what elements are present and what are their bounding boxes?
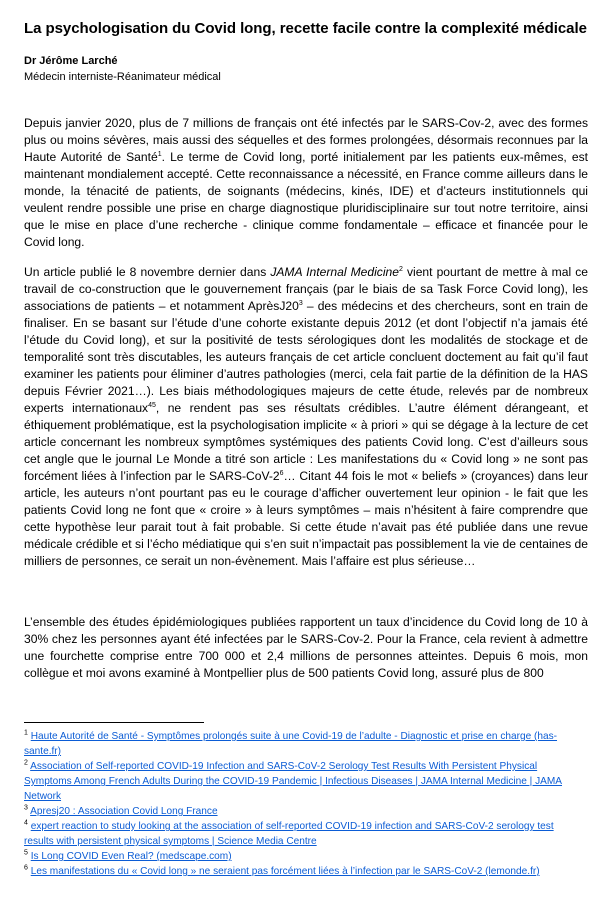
footnote-number: 6 — [24, 864, 28, 872]
paragraph — [24, 614, 588, 682]
footnote-number: 5 — [24, 849, 28, 857]
text-run: – des médecins et des chercheurs, sont en train de finaliser. En se basant sur l’étude d’une cohorte existante depuis 2012 (et dont l’objectif n’a jamais été l’étude du Covid long), et sur la positivité de tests sérologiques dont les modalités de stockage et de temporalité sont très discutables, les auteurs français de cet article concluent doctement au fait qu’il faut examiner les patients pour éliminer d’autres pathologies (merci, cela fait partie de la définition de la HAS depuis Février 2021…). Les biais méthodologiques majeurs de cette étude, relevés par de nombreux experts internationaux — [24, 299, 588, 415]
footnote-number: 4 — [24, 819, 28, 827]
footnote-link[interactable]: Association of Self-reported COVID-19 Infection and SARS-CoV-2 Serology Test Results With Persistent Physical Symptoms Among French Adults During the COVID-19 Pandemic | Infectious Diseases | JAMA Internal Medicine | JAMA Network — [24, 761, 563, 802]
footnote-ref: 3 — [298, 299, 303, 307]
text-run: … Citant 44 fois le mot « beliefs » (croyances) dans leur article, les auteurs n’ont pourtant pas eu le courage d’afficher ouvertement leur opinion - le fait que les patients Covid long ne font que « croire » à leurs symptômes – mais n’hésitent à faire comprendre que cette hypothèse leur parait tout à fait probable. Si cette étude n’avait pas été publiée dans une revue médicale crédible et si l’écho médiatique qui s’en suit n’impactait pas possiblement la vie de centaines de milliers de personnes, ce serait un non-évènement. Mais l’affaire est plus sérieuse… — [24, 469, 588, 568]
journal-name: JAMA Internal Medicine — [270, 265, 399, 279]
footnote-link[interactable]: Apresj20 : Association Covid Long France — [30, 806, 218, 817]
page-title: La psychologisation du Covid long, recette facile contre la complexité médicale — [24, 20, 587, 37]
footnote — [24, 849, 584, 864]
footnote — [24, 864, 584, 879]
footnote — [24, 819, 584, 849]
footnote-link[interactable]: expert reaction to study looking at the association of self-reported COVID-19 infection and SARS-CoV-2 serology test results with persistent physical symptoms | Science Media Centre — [24, 821, 554, 847]
footnote-ref: 2 — [399, 265, 403, 273]
footnote-ref: 6 — [279, 469, 284, 477]
text-run: L’ensemble des études épidémiologiques publiées rapportent un taux d’incidence du Covid long de 10 à 30% chez les personnes ayant été infectées par le SARS-Cov-2. Pour la France, cela revient à admettre une fourchette comprise entre 700 000 et 2,4 millions de personnes atteintes. Depuis 6 mois, mon collègue et moi avons examiné à Montpellier plus de 500 patients Covid long, assuré plus de 800 — [24, 615, 588, 680]
footnote-link[interactable]: Haute Autorité de Santé - Symptômes prolongés suite à une Covid-19 de l’adulte - Diagnostic et prise en charge (has-sante.fr) — [24, 731, 558, 757]
paragraph — [24, 115, 588, 253]
footnote-number: 3 — [24, 804, 28, 812]
author-role: Médecin interniste-Réanimateur médical — [24, 71, 221, 83]
footnote — [24, 804, 584, 819]
footnote-link[interactable]: Is Long COVID Even Real? (medscape.com) — [30, 851, 232, 862]
footnote — [24, 729, 584, 759]
footnote-link[interactable]: Les manifestations du « Covid long » ne seraient pas forcément liées à l’infection par le SARS-CoV-2 (lemonde.fr) — [30, 866, 540, 877]
text-run: vient pourtant de mettre à mal ce travail de co-construction que le gouvernement français (par le biais de sa Task Force Covid long), les associations de patients – et notamment AprèsJ20 — [24, 265, 589, 313]
footnotes — [24, 729, 584, 879]
text-run: . Le terme de Covid long, porté initialement par les patients eux-mêmes, est maintenant mondialement accepté. Cette reconnaissance a nécessité, en France comme ailleurs dans le monde, la ténacité de patients, de soignants (médecins, kinés, IDE) et d’acteurs institutionnels qui veulent rendre possible une prise en charge diagnostique pluridisciplinaire sur tout notre territoire, ainsi que le mise en place d’une recherche - clinique comme fondamentale – efficace et financée pour le Covid long. — [24, 150, 588, 249]
footnote — [24, 759, 584, 804]
footnote-number: 2 — [24, 759, 28, 767]
footnote-number: 1 — [24, 729, 28, 737]
text-run: Depuis janvier 2020, plus de 7 millions de français ont été infectés par le SARS-Cov-2, avec des formes plus ou moins sévères, mais aussi des séquelles et des formes prolongées, désormais reconnues par la Haute Autorité de Santé — [24, 116, 588, 164]
text-run: Un article publié le 8 novembre dernier dans — [24, 265, 271, 279]
article-body — [24, 115, 588, 693]
paragraph — [24, 264, 588, 604]
author-name: Dr Jérôme Larché — [24, 55, 118, 67]
text-run: , ne rendent pas ses résultats crédibles. L’autre élément dérangeant, et éthiquement problématique, est la psychologisation implicite « à priori » qui se dégage à la lecture de cet article concernant les nombreux symptômes systémiques des patients Covid long. C’est d’ailleurs sous cet angle que le journal Le Monde a titré son article : Les manifestations du « Covid long » ne sont pas forcément liées à l’infection par le SARS-CoV-2 — [24, 401, 588, 483]
footnote-ref: 1 — [157, 150, 162, 158]
footnote-separator — [24, 722, 204, 723]
footnote-ref: 45 — [148, 401, 156, 409]
